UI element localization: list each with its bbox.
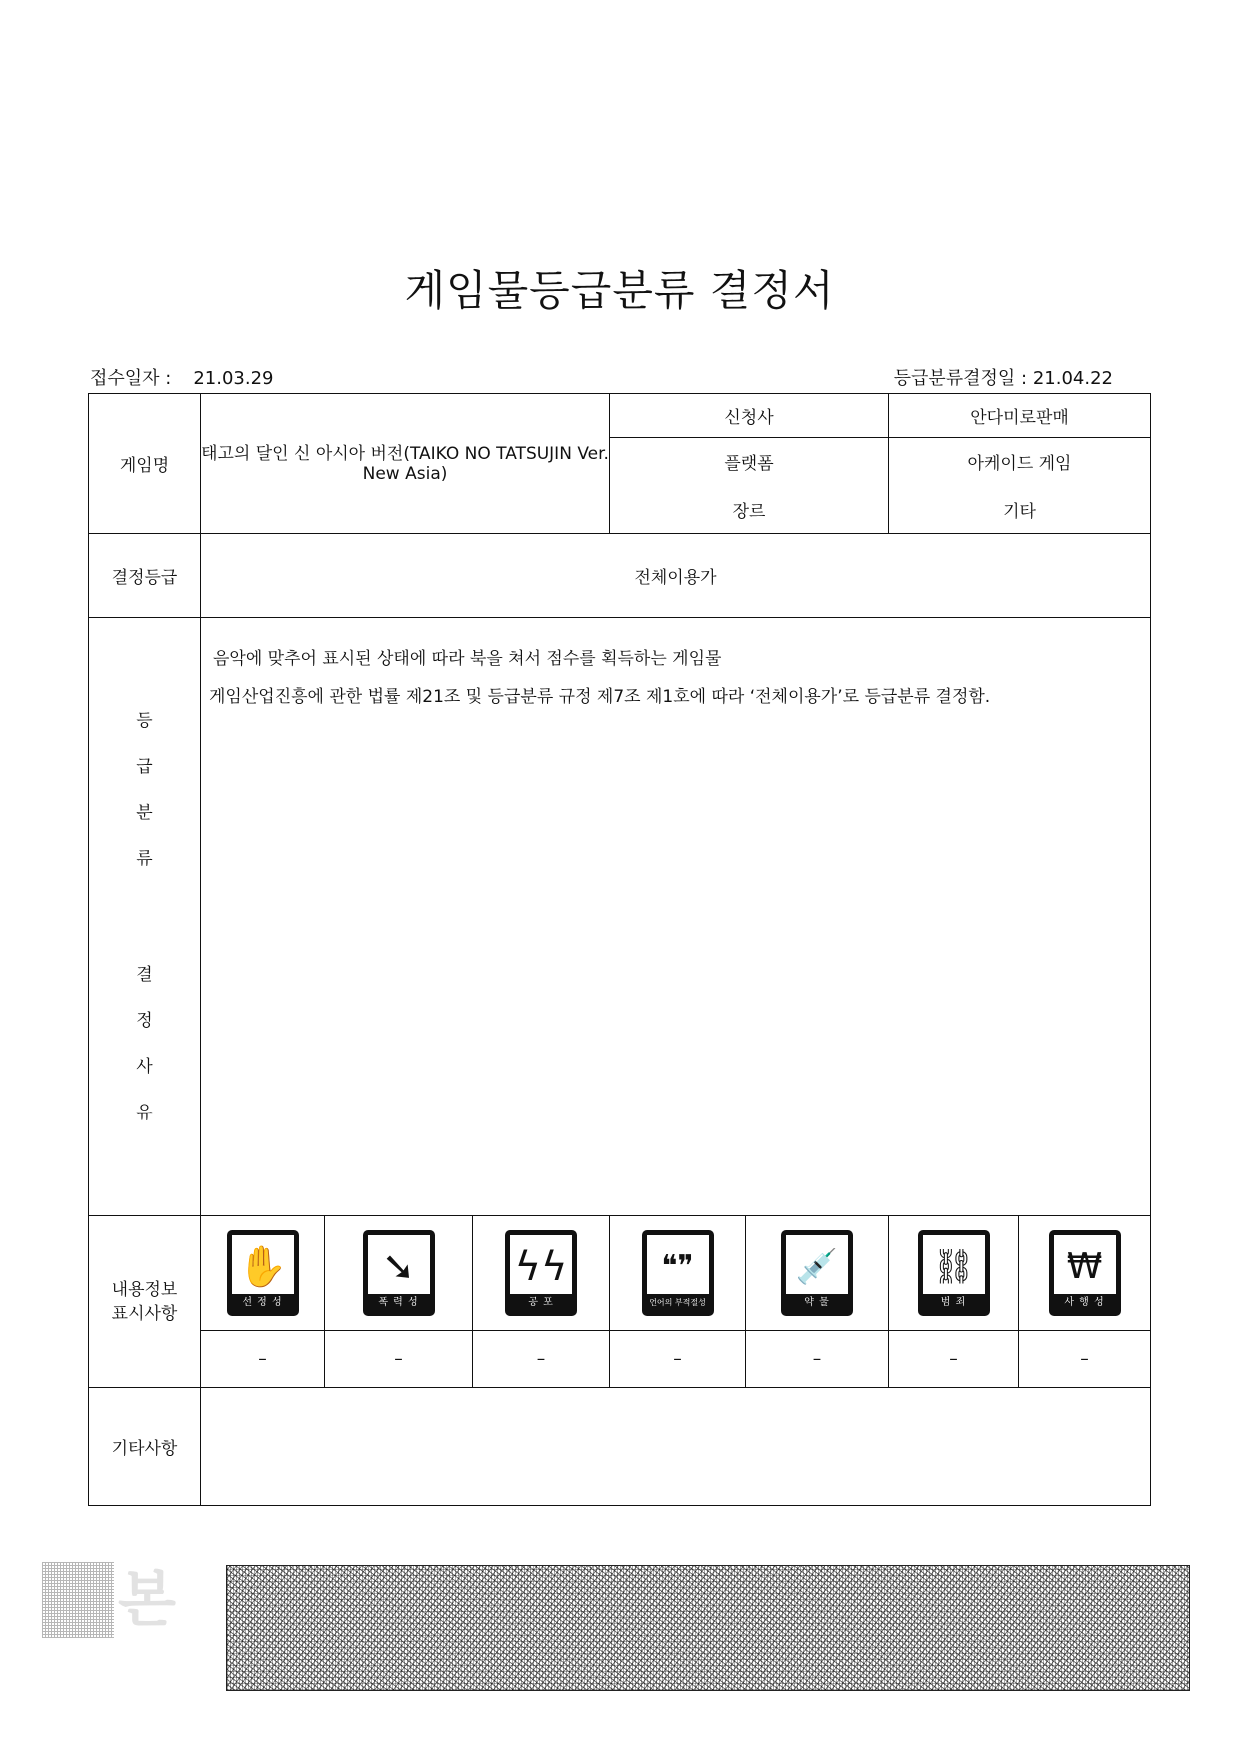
- platform-label: 플랫폼: [610, 438, 889, 486]
- remarks-label: 기타사항: [89, 1388, 201, 1506]
- reason-line: 음악에 맞추어 표시된 상태에 따라 북을 쳐서 점수를 획득하는 게임물: [213, 649, 722, 669]
- receipt-date-label: 접수일자 :: [90, 368, 172, 389]
- content-icon-cell: [1019, 1216, 1151, 1331]
- crime-icon: ⛓ 범 죄: [918, 1230, 990, 1316]
- reason-label-char: 정: [136, 1010, 153, 1031]
- reason-label-char: 등: [136, 710, 153, 731]
- document-title: 게임물등급분류 결정서: [404, 266, 835, 315]
- reason-label-char: 유: [136, 1102, 153, 1123]
- content-icon-cell: [473, 1216, 610, 1331]
- content-icon-cell: [889, 1216, 1019, 1331]
- applicant-label: 신청사: [610, 394, 889, 438]
- violence-icon: ➘ 폭 력 성: [363, 1230, 435, 1316]
- reason-label-char: 분: [136, 802, 153, 823]
- reason-line: 게임산업진흥에 관한 법률 제21조 및 등급분류 규정 제7조 제1호에 따라 ‘전체이용가’로 등급분류 결정함.: [209, 687, 991, 707]
- stamp-mark: 본: [118, 1565, 176, 1635]
- decision-date-value: 21.04.22: [1032, 368, 1113, 389]
- decision-date: [894, 364, 1113, 390]
- fear-icon: ϟϟ 공 포: [505, 1230, 577, 1316]
- remarks-value: [201, 1388, 1151, 1506]
- content-value: –: [610, 1331, 746, 1388]
- official-stamp: [42, 1562, 182, 1638]
- reason-text: [201, 618, 1151, 1216]
- content-value: –: [201, 1331, 325, 1388]
- reason-label: [89, 618, 201, 1216]
- reason-label-char: 류: [136, 848, 153, 869]
- content-value: –: [325, 1331, 473, 1388]
- content-value: –: [746, 1331, 889, 1388]
- content-value: –: [1019, 1331, 1151, 1388]
- content-icon-cell: [610, 1216, 746, 1331]
- rating-value: 전체이용가: [201, 534, 1151, 618]
- genre-value: 기타: [889, 486, 1151, 534]
- reason-label-char: 사: [136, 1056, 153, 1077]
- security-pattern-box: [226, 1565, 1190, 1691]
- receipt-date-value: 21.03.29: [193, 368, 274, 389]
- drug-icon: 💉 약 물: [781, 1230, 853, 1316]
- game-name-label: 게임명: [89, 394, 201, 534]
- content-icon-cell: [746, 1216, 889, 1331]
- reason-label-char: 급: [136, 756, 153, 777]
- stamp-pattern: [42, 1562, 114, 1638]
- reason-label-char: 결: [136, 964, 153, 985]
- sexuality-icon: ✋ 선 정 성: [227, 1230, 299, 1316]
- content-icon-cell: [201, 1216, 325, 1331]
- receipt-date: [90, 364, 274, 390]
- decision-date-label: 등급분류결정일 :: [893, 368, 1028, 389]
- content-info-label: 내용정보 표시사항: [89, 1216, 201, 1388]
- content-value: –: [473, 1331, 610, 1388]
- applicant-value: 안다미로판매: [889, 394, 1151, 438]
- rating-form-table: [88, 393, 1151, 1506]
- genre-label: 장르: [610, 486, 889, 534]
- content-icon-cell: [325, 1216, 473, 1331]
- language-icon: ❝❞ 언어의 부적절성: [642, 1230, 714, 1316]
- platform-value: 아케이드 게임: [889, 438, 1151, 486]
- rating-label: 결정등급: [89, 534, 201, 618]
- content-value: –: [889, 1331, 1019, 1388]
- gambling-icon: ₩ 사 행 성: [1049, 1230, 1121, 1316]
- game-name-value: 태고의 달인 신 아시아 버전(TAIKO NO TATSUJIN Ver. New Asia): [201, 394, 610, 534]
